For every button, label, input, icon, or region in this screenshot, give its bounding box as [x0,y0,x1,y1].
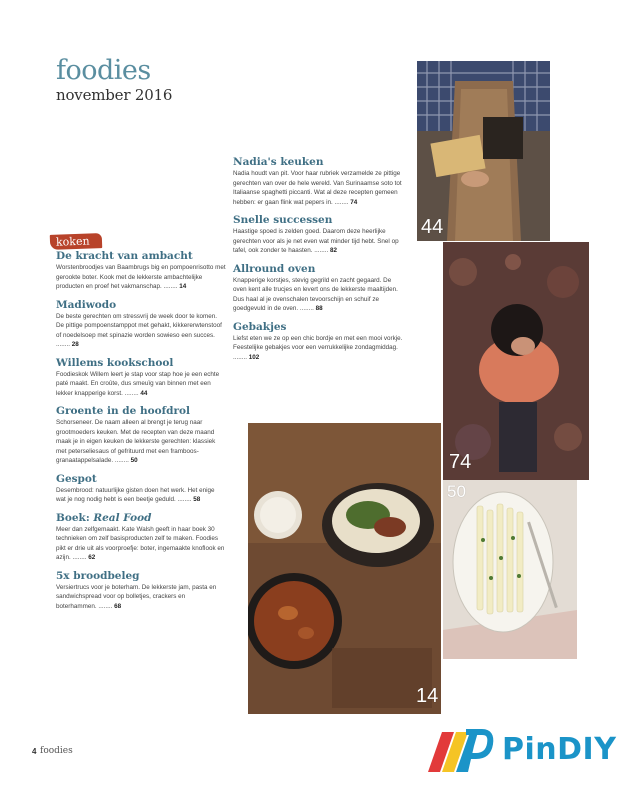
entry-page-number: 58 [193,496,201,503]
entry-description: Versiertrucs voor je boterham. De lekkerste jam, pasta en sandwichspread voor op bolletjes, crackers en boterhammen. ........ 68 [56,583,217,610]
toc-left-column [56,232,226,618]
footer-magazine-name: foodies [40,746,73,756]
photo-dishes-illustration [248,423,441,714]
entry-page-number: 50 [130,457,138,464]
entry-description: Foodieskok Willem leert je stap voor stap hoe je een echte paté maakt. En croûte, dus smeuïg van binnen met een lekker knapperige korst. ........ 44 [56,370,220,397]
masthead-date: november 2016 [56,86,173,104]
entry-description: Haastige spoed is zelden goed. Daarom deze heerlijke gerechten voor als je net even wat minder tijd hebt. Snel op tafel, ook zonder te haasten. ........ 82 [233,228,399,254]
photo-page-label: 44 [421,216,444,238]
photo-page-label: 50 [447,482,466,501]
entry-description: De beste gerechten om stressvrij de week door te komen. De pittige pompoenstamppot met gehakt, kikkererwtenstoof of noedelsoep met spinazie worden sowieso een succes. ........ 28 [56,312,222,348]
entry-page-number: 74 [350,198,358,206]
toc-entry[interactable] [233,263,403,314]
toc-entry[interactable] [56,299,226,350]
entry-description: Desembrood: natuurlijke gisten doen het werk. Het enige wat je nog nodig hebt is een beetje geduld. ........ 58 [56,486,215,503]
watermark [418,728,618,774]
photo-woman-illustration [443,242,589,480]
entry-page-number: 62 [88,554,96,561]
entry-page-number: 82 [329,247,337,254]
entry-title: Boek: Real Food [56,511,152,524]
photo-woman-overhead[interactable] [443,242,589,480]
photo-stew-dishes[interactable] [248,423,441,714]
toc-entry[interactable] [56,250,226,292]
entry-title: 5x broodbeleg [56,569,140,582]
toc-entry[interactable] [56,405,226,466]
entry-page-number: 68 [114,602,122,610]
watermark-text: PinDIY [502,732,617,767]
entry-page-number: 14 [179,283,187,290]
entry-title: Madiwodo [56,298,117,311]
entry-page-number: 88 [315,305,323,312]
entry-title: Nadia's keuken [233,156,324,168]
toc-entry[interactable] [233,156,403,207]
toc-entry[interactable] [233,321,403,363]
entry-description: Liefst eten we ze op een chic bordje en met een mooi vorkje. Feestelijke gebakjes voor een verrukkelijke zondagmiddag. ........ 102 [233,334,403,361]
toc-mid-column [233,156,403,369]
entry-page-number: 28 [71,341,79,348]
toc-entry[interactable] [233,214,403,256]
photo-cheese-maker[interactable] [417,61,550,241]
entry-description: Meer dan zelfgemaakt. Kate Walsh geeft in haar boek 30 technieken om zelf basisproducten zelf te maken. Foodies pikt er drie uit als voorproefje: boter, ingemaakte knoflook en azijn. ........ 62 [56,525,225,561]
masthead-title: foodies [56,55,151,86]
toc-entry[interactable] [56,512,226,563]
photo-page-label: 14 [416,685,439,707]
toc-entry[interactable] [56,357,226,399]
entry-title: Groente in de hoofdrol [56,405,190,417]
photo-salsify-plate[interactable] [443,480,577,659]
entry-title: Gespot [56,472,97,485]
entry-title: Gebakjes [233,320,287,333]
entry-title: Willems kookschool [56,356,174,369]
entry-title: De kracht van ambacht [56,250,193,262]
photo-page-label: 74 [449,451,472,473]
toc-entry[interactable] [56,570,226,612]
section-tag-koken: koken [50,233,102,250]
footer-page-number: 4 [32,747,37,756]
entry-title: Snelle successen [233,214,333,226]
pindiy-logo-icon [418,728,498,774]
entry-page-number: 102 [248,353,260,361]
photo-cheese-maker-illustration [417,61,550,241]
entry-description: Schorseneer. De naam alleen al brengt je terug naar grootmoeders keuken. Met de recepten van deze maand maak je in eigen keuken de lekkerste gerechten: klassiek met peterseliesaus of gefrituurd met een framboos-granaatappelsalade. ........ 50 [56,419,216,464]
toc-entry[interactable] [56,473,226,505]
entry-description: Nadia houdt van pit. Voor haar rubriek verzamelde ze pittige gerechten van over de hele wereld. Van Surinaamse soto tot Italiaanse spaghetti piccanti. Wat al deze recepten gemeen hebben: er gaan flink wat pepers in. ........ 74 [233,170,402,206]
entry-page-number: 44 [140,389,148,397]
entry-title: Allround oven [233,262,316,275]
entry-description: Knapperige korstjes, stevig gegrild en zacht gegaard. De oven kent alle trucjes en levert ons de lekkerste maaltijden. Dus haal al je ovenschalen tevoorschijn en schuif ze goedgevuld in de oven. ........ 88 [233,276,398,312]
entry-description: Worstenbroodjes van Baambrugs big en pompoenrisotto met gerookte boter. Kook met de lekkerste ambachtelijke producten en proef het vakmanschap. ........ 14 [56,264,226,290]
photo-salsify-illustration [443,480,577,659]
